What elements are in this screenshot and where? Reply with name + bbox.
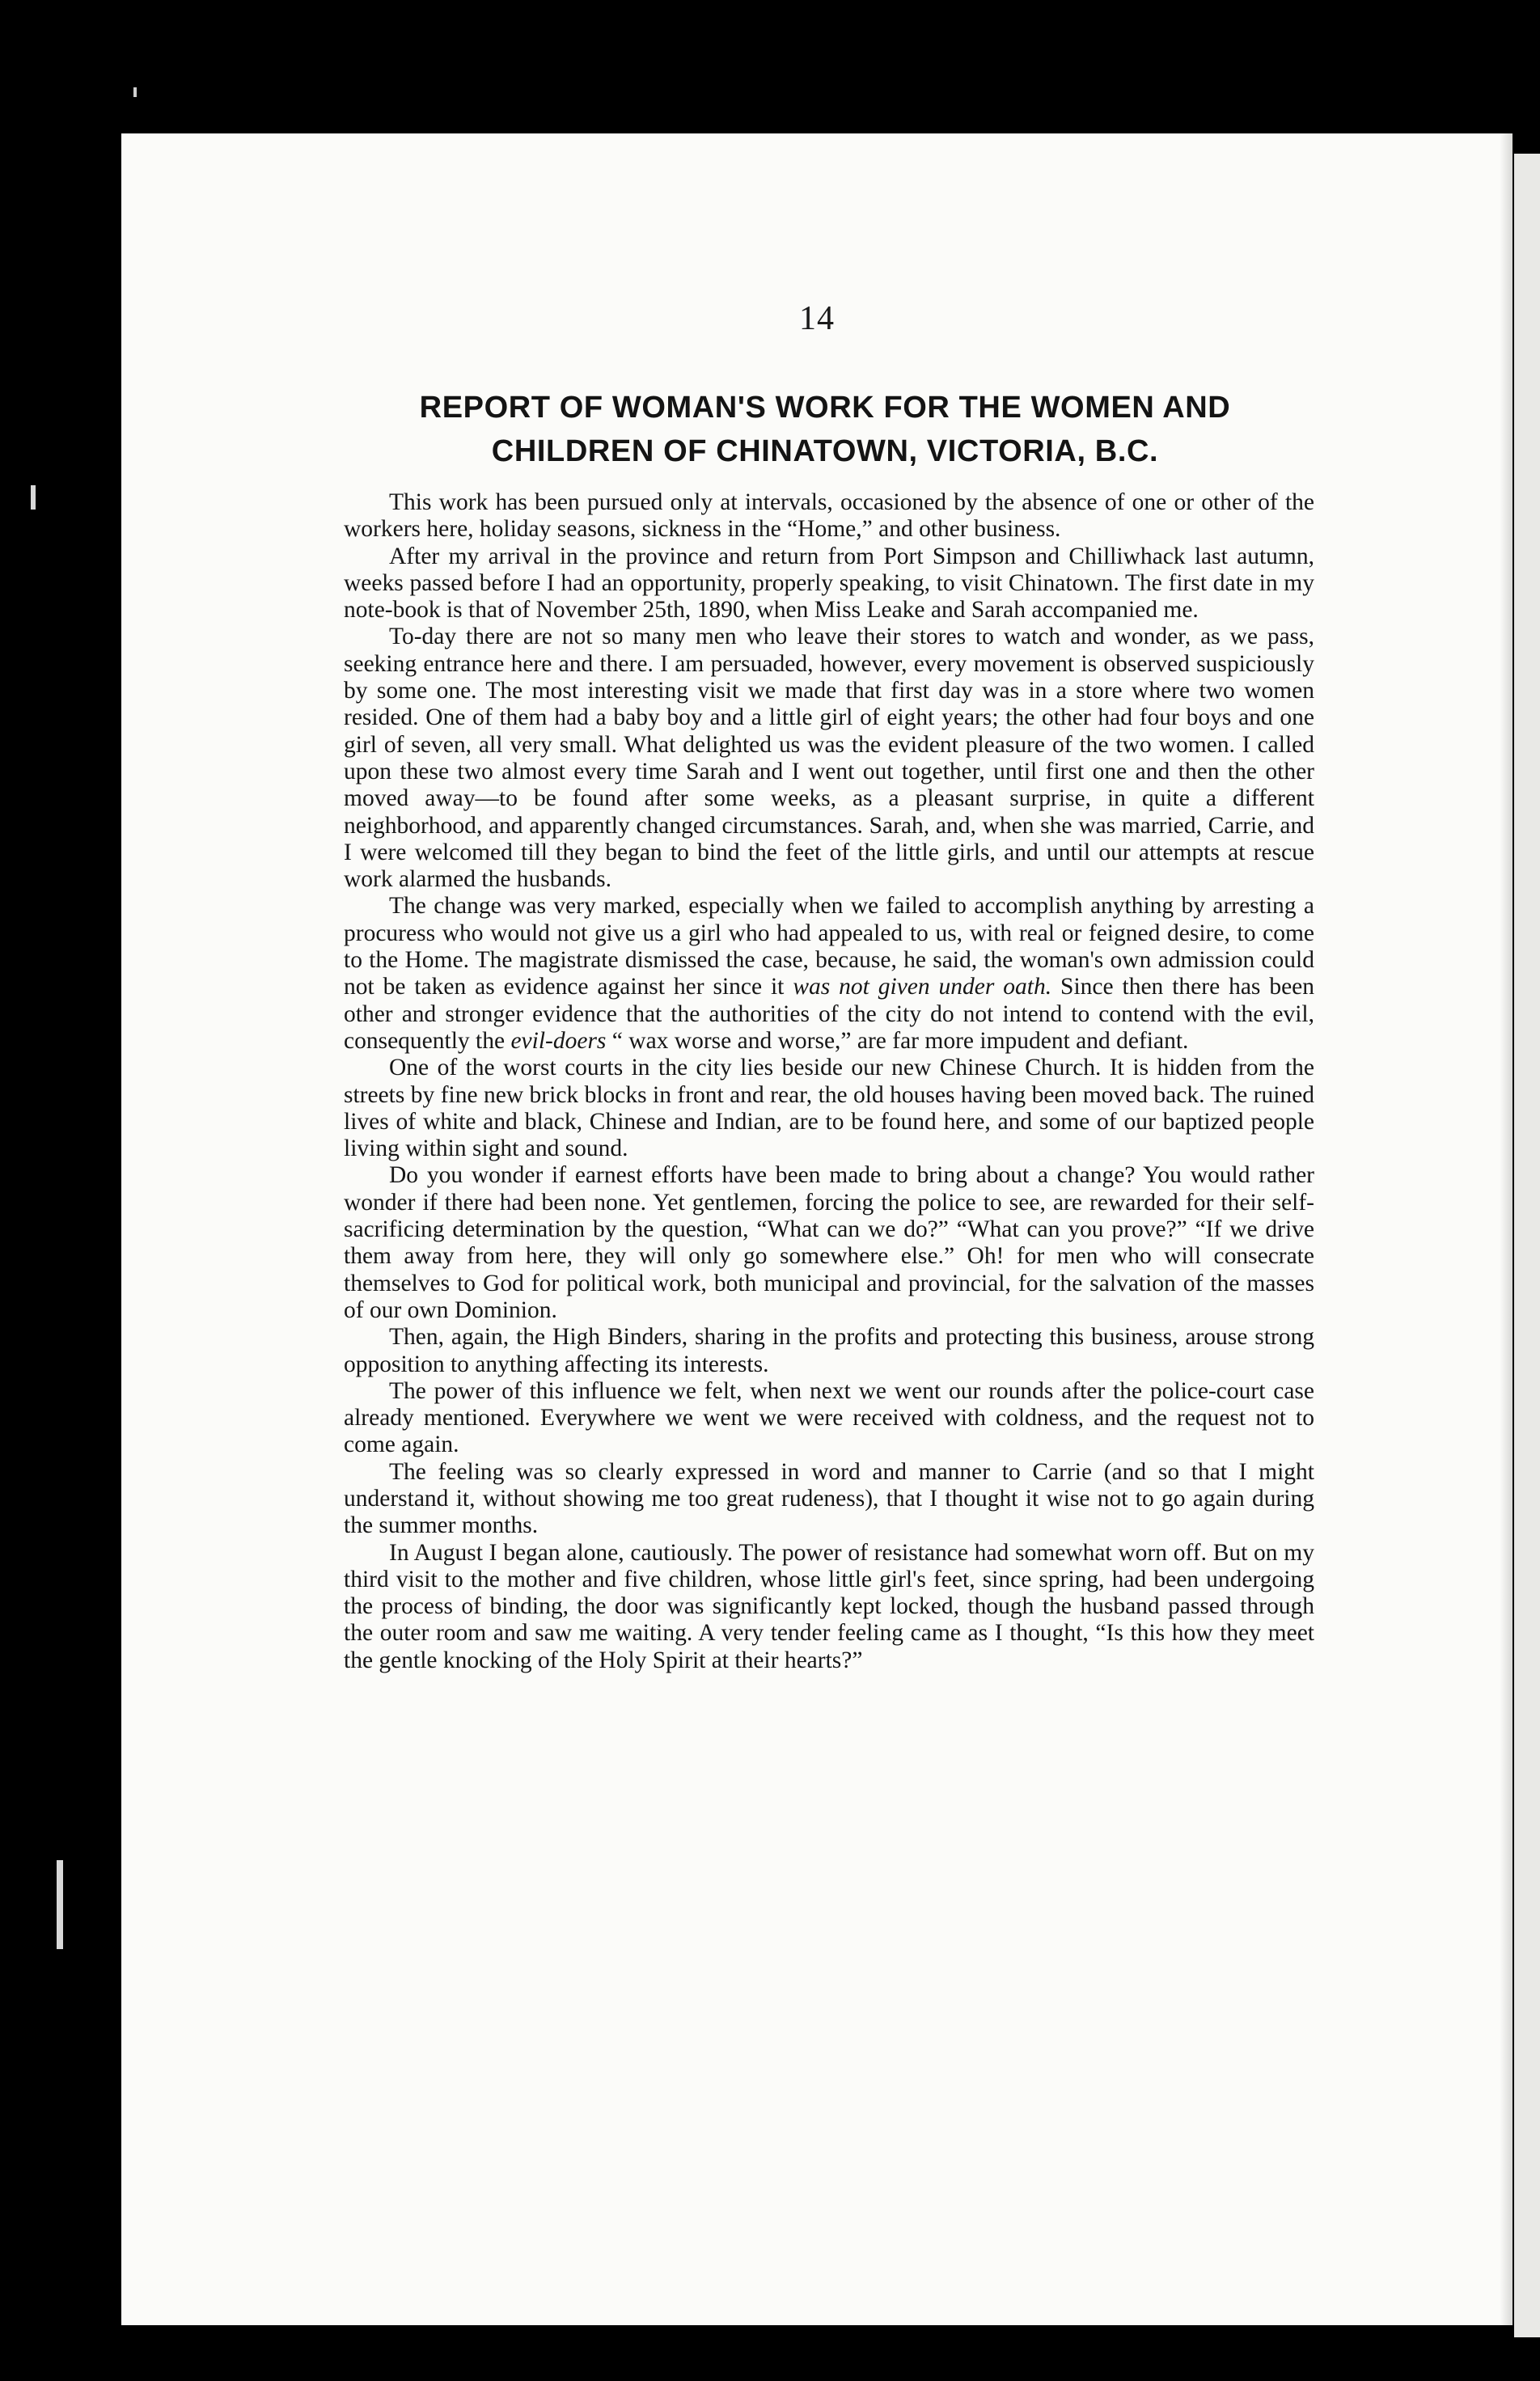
paragraph-4-part-b: Since then there has been other and stronger evidence that the authorities of the city do not intend to contend with the evil, consequently the (344, 974, 1315, 1054)
paragraph-1: This work has been pursued only at intervals, occasioned by the absence of one or other of the workers here, holiday seasons, sickness in the “Home,” and other business. (344, 489, 1314, 543)
paragraph-9: The feeling was so clearly expressed in word and manner to Carrie (and so that I might understand it, without showing me too great rudeness), that I thought it wise not to go again during the summer months. (344, 1458, 1314, 1539)
scan-mark-left-bottom (57, 1860, 63, 1949)
document-page (121, 133, 1512, 2325)
paragraph-4 (344, 893, 1314, 1055)
paragraph-4-oath-italic: was not given under oath. (793, 974, 1052, 1000)
title-line-2: CHILDREN OF CHINATOWN, VICTORIA, B.C. (491, 434, 1159, 468)
title-line-1: REPORT OF WOMAN'S WORK FOR THE WOMEN AND (419, 391, 1231, 425)
report-body (344, 489, 1314, 1674)
paragraph-5: One of the worst courts in the city lies beside our new Chinese Church. It is hidden from the streets by fine new brick blocks in front and rear, the old houses having been moved back. The ruined lives of white and black, Chinese and Indian, are to be found here, and some of our baptized people living within sight and sound. (344, 1055, 1314, 1162)
paragraph-7: Then, again, the High Binders, sharing in the profits and protecting this business, arouse strong opposition to anything affecting its interests. (344, 1324, 1314, 1377)
page-number: 14 (799, 300, 835, 337)
paragraph-6: Do you wonder if earnest efforts have been made to bring about a change? You would rather wonder if there had been none. Yet gentlemen, forcing the police to see, are rewarded for their self-sacrificing determination by the question, “What can we do?” “What can you prove?” “If we drive them away from here, they will only go somewhere else.” Oh! for men who will consecrate themselves to God for political work, both municipal and provincial, for the salvation of the masses of our own Dominion. (344, 1162, 1314, 1323)
page-shadow (1500, 133, 1512, 2325)
paragraph-4-evildoers-italic: evil-doers (510, 1027, 607, 1054)
scan-mark-top (133, 87, 137, 97)
paragraph-3: To-day there are not so many men who leave their stores to watch and wonder, as we pass, seeking entrance here and there. I am persuaded, however, every movement is observed suspiciously by some one. The most interesting visit we made that first day was in a store where two women resided. One of them had a baby boy and a little girl of eight years; the other had four boys and one girl of seven, all very small. What delighted us was the evident pleasure of the two women. I called upon these two almost every time Sarah and I went out together, until first one and then the other moved away—to be found after some weeks, as a pleasant surprise, in quite a different neighborhood, and apparently changed circumstances. Sarah, and, when she was married, Carrie, and I were welcomed till they began to bind the feet of the little girls, and until our attempts at rescue work alarmed the husbands. (344, 624, 1314, 893)
paragraph-10: In August I began alone, cautiously. The power of resistance had somewhat worn off. But on my third visit to the mother and five children, whose little girl's feet, since spring, had been undergoing the process of binding, the door was significantly kept locked, though the husband passed through the outer room and saw me waiting. A very tender feeling came as I thought, “Is this how they meet the gentle knocking of the Holy Spirit at their hearts?” (344, 1539, 1314, 1673)
scan-mark-left-top (31, 485, 36, 510)
paragraph-4-part-a: The change was very marked, especially when we failed to accomplish anything by arresting a procuress who would not give us a girl who had appealed to us, with real or feigned desire, to come to the Home. The magistrate dismissed the case, because, he said, the woman's own admission could not be taken as evidence against her since it (344, 893, 1314, 1000)
paragraph-8: The power of this influence we felt, when next we went our rounds after the police-court case already mentioned. Everywhere we went we were received with coldness, and the request not to come again. (344, 1377, 1314, 1458)
adjacent-page-edge (1514, 154, 1540, 2337)
report-title (259, 386, 1391, 473)
paragraph-2: After my arrival in the province and return from Port Simpson and Chilliwhack last autumn, weeks passed before I had an opportunity, properly speaking, to visit Chinatown. The first date in my note-book is that of November 25th, 1890, when Miss Leake and Sarah accompanied me. (344, 543, 1314, 624)
paragraph-4-part-c: “ wax worse and worse,” are far more impudent and defiant. (606, 1027, 1189, 1054)
